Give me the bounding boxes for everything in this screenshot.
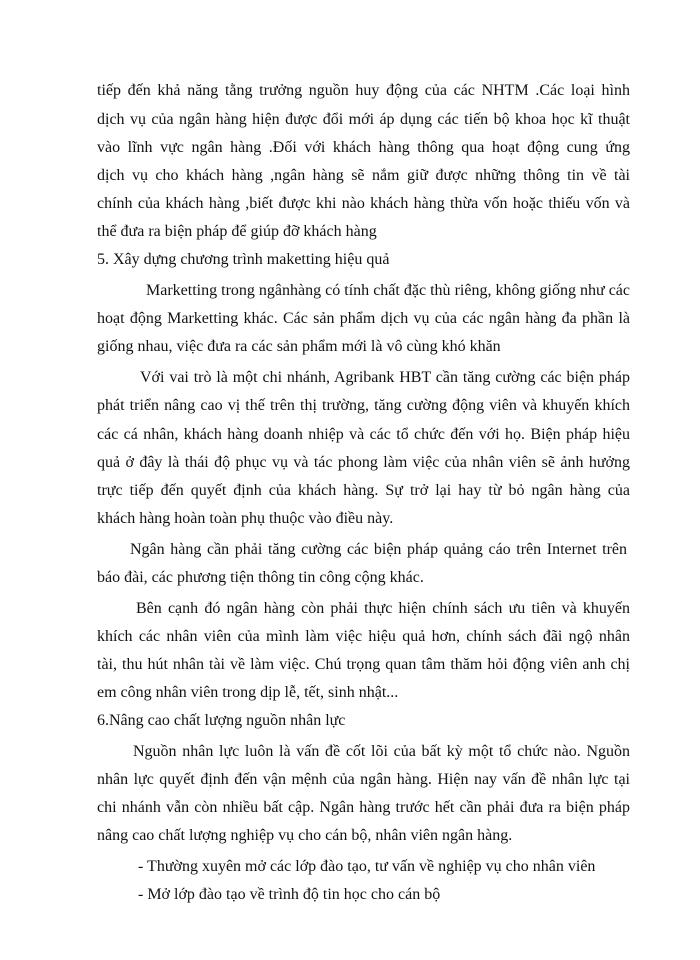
text-line: em công nhân viên trong dịp lễ, tết, sinh nhật... (97, 684, 399, 701)
text-line: các cá nhân, khách hàng doanh nhiệp và các tổ chức đến với họ. Biện pháp hiệu (97, 426, 630, 443)
text-line: Marketting trong ngânhàng có tính chất đặc thù riêng, không giống như các (146, 282, 630, 299)
text-line: Với vai trò là một chi nhánh, Agribank HBT cần tăng cường các biện pháp (140, 369, 630, 386)
text-line: phát triển nâng cao vị thế trên thị trường, tăng cường động viên và khuyến khích (97, 397, 630, 414)
text-line: vào lĩnh vực ngân hàng .Đối với khách hàng thông qua hoạt động cung ứng (97, 139, 630, 156)
text-line: tiếp đến khả năng tằng trưởng nguồn huy động của các NHTM .Các loại hình (97, 82, 630, 99)
list-item: - Mở lớp đào tạo về trình độ tin học cho cán bộ (138, 886, 441, 903)
text-line: tài, thu hút nhân tài về làm việc. Chú trọng quan tâm thăm hỏi động viên anh chị (97, 656, 630, 673)
section-heading: 5. Xây dựng chương trình maketting hiệu quả (97, 251, 390, 268)
text-line: khích các nhân viên của mình làm việc hiệu quả hơn, chính sách đãi ngộ nhân (97, 628, 630, 645)
text-line: chi nhánh vẫn còn nhiều bất cập. Ngân hàng trước hết cần phải đưa ra biện pháp (97, 799, 630, 816)
text-line: giống nhau, việc đưa ra các sản phẩm mới là vô cùng khó khăn (97, 338, 501, 355)
text-line: chính của khách hàng ,biết được khi nào khách hàng thừa vốn hoặc thiếu vốn và (97, 195, 630, 212)
section-heading: 6.Nâng cao chất lượng nguồn nhân lực (97, 712, 346, 729)
text-line: nhân lực quyết định đến vận mệnh của ngân hàng. Hiện nay vấn đề nhân lực tại (97, 771, 630, 788)
text-line: báo đài, các phương tiện thông tin công cộng khác. (97, 569, 424, 586)
text-line: trực tiếp đến quyết định của khách hàng. Sự trở lại hay từ bỏ ngân hàng của (97, 482, 630, 499)
text-line: Bên cạnh đó ngân hàng còn phải thực hiện chính sách ưu tiên và khuyến (136, 600, 630, 617)
text-line: khách hàng hoàn toàn phụ thuộc vào điều này. (97, 510, 394, 527)
text-line: thể đưa ra biện pháp để giúp đỡ khách hàng (97, 223, 377, 240)
text-line: dịch vụ của ngân hàng hiện được đổi mới áp dụng các tiến bộ khoa học kĩ thuật (97, 111, 630, 128)
text-line: Ngân hàng cần phải tăng cường các biện pháp quảng cáo trên Internet trên (130, 541, 627, 558)
text-line: dịch vụ cho khách hàng ,ngân hàng sẽ nắm giữ được những thông tin về tài (97, 167, 630, 184)
text-line: quả ở đây là thái độ phục vụ và tác phong làm việc của nhân viên sẽ ảnh hưởng (97, 454, 630, 471)
list-item: - Thường xuyên mở các lớp đào tạo, tư vấn về nghiệp vụ cho nhân viên (138, 858, 596, 875)
text-line: hoạt động Marketting khác. Các sản phẩm dịch vụ của các ngân hàng đa phần là (97, 310, 630, 327)
text-line: Nguồn nhân lực luôn là vấn đề cốt lõi của bất kỳ một tổ chức nào. Nguồn (133, 743, 630, 760)
text-line: nâng cao chất lượng nghiệp vụ cho cán bộ, nhân viên ngân hàng. (97, 827, 513, 844)
